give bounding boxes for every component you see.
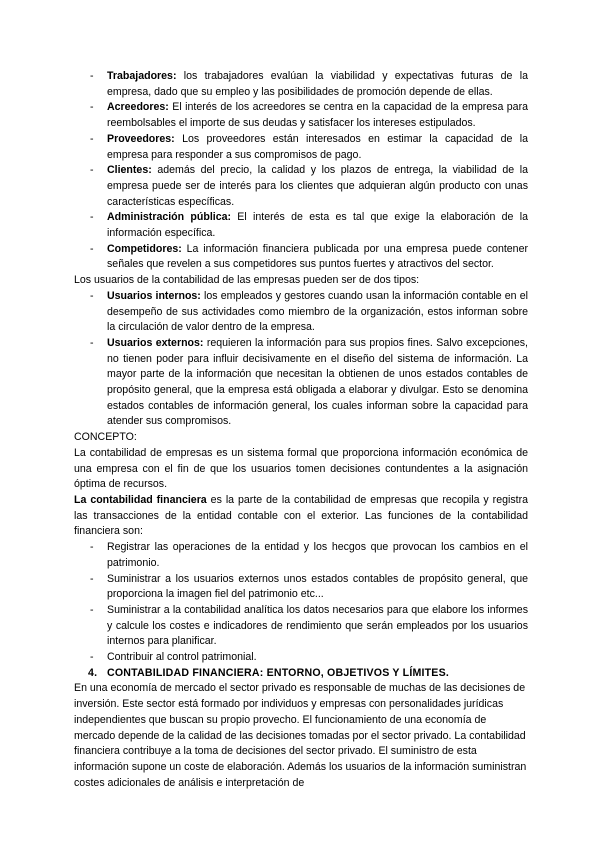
term: Usuarios externos: xyxy=(107,336,204,349)
item-text: El interés de los acreedores se centra en la capacidad de la empresa para reembolsables el importe de sus deudas y satisfacer los intereses estipulados. xyxy=(107,101,528,130)
term: Acreedores: xyxy=(107,101,169,114)
list-item-usuarios-internos xyxy=(74,289,528,336)
function-item xyxy=(74,540,528,571)
list-item-competidores xyxy=(74,242,528,273)
concept-paragraph: La contabilidad de empresas es un sistema formal que proporciona información económica de una empresa con el fin de que los usuarios tomen decisiones contundentes a la asignación óptima de recursos. xyxy=(74,446,528,491)
bullet-dash: - xyxy=(90,651,94,664)
bullet-dash: - xyxy=(90,289,94,302)
users-intro: Los usuarios de la contabilidad de las empresas pueden ser de dos tipos: xyxy=(74,274,420,287)
term: Competidores: xyxy=(107,242,182,255)
item-text: además del precio, la calidad y los plazos de entrega, la viabilidad de la empresa puede ser de interés para los clientes que adquieran algún producto con unas características específicas. xyxy=(107,164,528,208)
concept-label: CONCEPTO: xyxy=(74,431,137,444)
function-item xyxy=(74,650,528,666)
item-text: Los proveedores están interesados en estimar la capacidad de la empresa para responder a sus compromisos de pago. xyxy=(107,132,528,161)
item-text: Suministrar a la contabilidad analítica los datos necesarios para que elabore los informes y calcule los costes e indicadores de rendimiento que serán empleados por los usuarios internos para planificar. xyxy=(107,603,528,648)
item-text: Contribuir al control patrimonial. xyxy=(107,651,257,664)
bullet-dash: - xyxy=(90,132,94,145)
bullet-dash: - xyxy=(90,101,94,114)
list-item-clientes xyxy=(74,163,528,210)
section-number: 4. xyxy=(88,666,98,679)
item-text: La información financiera publicada por una empresa puede contener señales que revelen a sus competidores sus puntos fuertes y atractivos del sector. xyxy=(107,242,528,271)
list-item-acreedores xyxy=(74,100,528,131)
bullet-dash: - xyxy=(90,242,94,255)
bullet-dash: - xyxy=(90,70,94,82)
function-item xyxy=(74,603,528,650)
list-item-usuarios-externos xyxy=(74,336,528,430)
section-paragraph: En una economía de mercado el sector privado es responsable de muchas de las decisiones de inversión. Este sector está formado por individuos y empresas con personalidades jurídicas independientes que buscan su propio provecho. El funcionamiento de una economía de mercado depende de la calidad de las decisiones tomadas por el sector privado. La contabilidad financiera contribuye a la toma de decisiones del sector privado. El suministro de esta información supone un coste de elaboración. Además los usuarios de la información suministran costes adicionales de análisis e interpretación de xyxy=(74,682,527,789)
bullet-dash: - xyxy=(90,211,94,224)
financial-paragraph xyxy=(74,493,528,540)
item-text: requieren la información para sus propios fines. Salvo excepciones, no tienen poder para influir decisivamente en el diseño del sistema de información. La mayor parte de la información que necesitan la obtienen de unos estados contables de propósito general, que la empresa está obligada a elaborar y divulgar. Esto se denomina estados contables de información general, los cuales informan sobre la capacidad para atender sus compromisos. xyxy=(107,336,528,428)
list-item-trabajadores xyxy=(74,69,528,100)
term: Usuarios internos: xyxy=(107,289,201,302)
bullet-dash: - xyxy=(90,336,94,349)
bullet-dash: - xyxy=(90,603,94,616)
section-title: CONTABILIDAD FINANCIERA: ENTORNO, OBJETIVOS Y LÍMITES. xyxy=(107,666,449,679)
item-text: los empleados y gestores cuando usan la información contable en el desempeño de sus actividades como miembro de la organización, estos informan sobre la circulación de valor dentro de la empresa. xyxy=(107,289,528,334)
section-heading xyxy=(74,666,528,682)
bullet-dash: - xyxy=(90,164,94,177)
financial-term: La contabilidad financiera xyxy=(74,493,207,506)
function-item xyxy=(74,572,528,603)
item-text: los trabajadores evalúan la viabilidad y expectativas futuras de la empresa, dado que su empleo y las posibilidades de promoción depende de ellas. xyxy=(107,70,528,98)
financial-text: es la parte de la contabilidad de empresas que recopila y registra las transacciones de la entidad contable con el exterior. Las funciones de la contabilidad financiera son: xyxy=(74,493,529,538)
document-page xyxy=(74,69,528,791)
term: Proveedores: xyxy=(107,132,175,145)
item-text: Suministrar a los usuarios externos unos estados contables de propósito general, que proporciona la imagen fiel del patrimonio etc... xyxy=(107,572,528,601)
bullet-dash: - xyxy=(90,541,94,554)
list-item-administracion xyxy=(74,210,528,241)
list-item-proveedores xyxy=(74,132,528,163)
bullet-dash: - xyxy=(90,572,94,585)
item-text: El interés de esta es tal que exige la elaboración de la información específica. xyxy=(107,211,528,240)
term: Clientes: xyxy=(107,164,152,177)
term: Administración pública: xyxy=(107,211,232,224)
item-text: Registrar las operaciones de la entidad y los hecgos que provocan los cambios en el patrimonio. xyxy=(107,541,528,569)
term: Trabajadores: xyxy=(107,70,177,82)
